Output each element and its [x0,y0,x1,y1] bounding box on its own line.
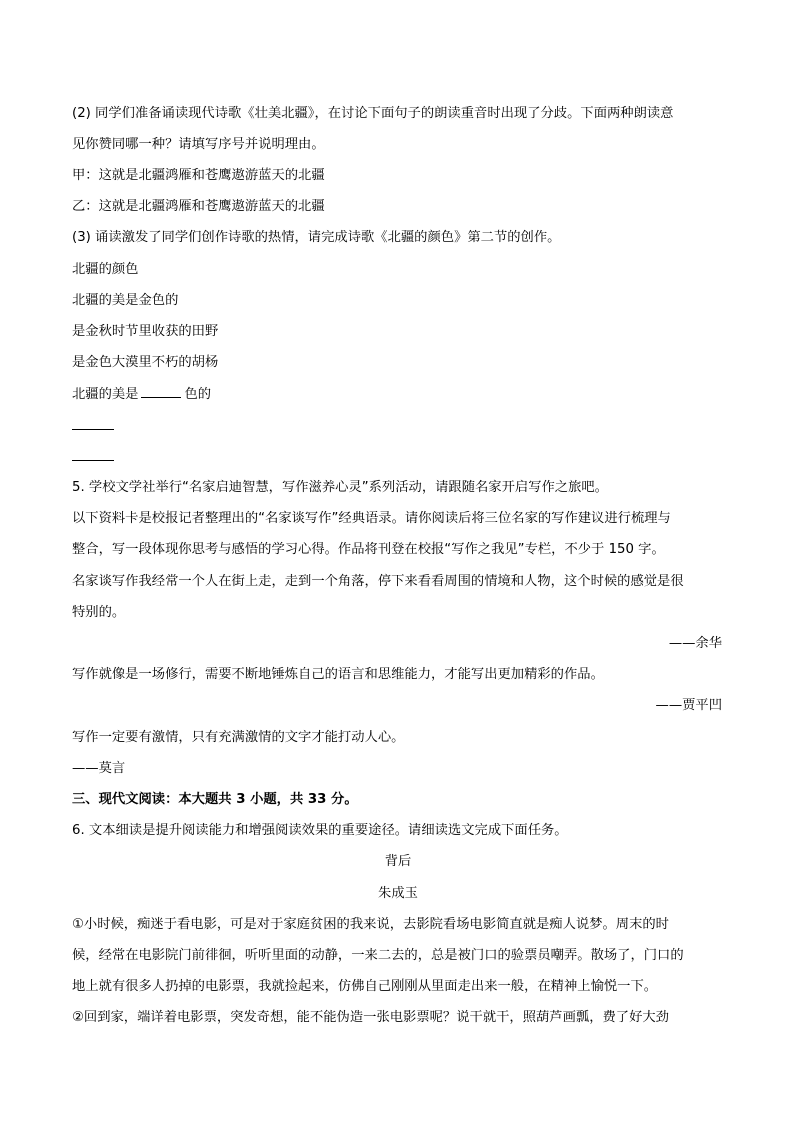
material-intro-line-1: 以下资料卡是校报记者整理出的“名家谈写作”经典语录。请你阅读后将三位名家的写作建议进行梳理与 [72,511,671,526]
article-author: 朱成玉 [378,886,418,901]
paragraph-1-line-3: 地上就有很多人扔掉的电影票，我就捡起来，仿佛自己刚刚从里面走出来一般，在精神上愉悦一下。 [72,979,658,994]
option-jia: 甲：这就是北疆鸿雁和苍鹰遨游蓝天的北疆 [72,168,325,183]
quote-moyan: 写作一定要有激情，只有充满激情的文字才能打动人心。 [72,730,405,745]
question-6-line: 6. 文本细读是提升阅读能力和增强阅读效果的重要途径。请细读选文完成下面任务。 [72,823,568,838]
paragraph-2-line-1: ②回到家，端详着电影票，突发奇想，能不能伪造一张电影票呢？说干就干，照葫芦画瓢，费了好大劲 [72,1010,669,1025]
fill-blank-line-2[interactable] [72,460,114,461]
poem-line-4 [72,385,724,404]
poem-line-3: 是金色大漠里不朽的胡杨 [72,355,219,370]
question-2-line-2: 见你赞同哪一种？请填写序号并说明理由。 [72,137,325,152]
question-5-line: 5. 学校文学社举行“名家启迪智慧，写作滋养心灵”系列活动，请跟随名家开启写作之旅吧。 [72,480,608,495]
question-2-line-1: (2) 同学们准备诵读现代诗歌《壮美北疆》，在讨论下面句子的朗读重音时出现了分歧。下面两种朗读意 [72,106,674,121]
quote-jiapingwa: 写作就像是一场修行，需要不断地锤炼自己的语言和思维能力，才能写出更加精彩的作品。 [72,667,604,682]
author-yuhua: ——余华 [668,636,722,651]
fill-blank-color[interactable] [141,385,181,398]
poem-title: 北疆的颜色 [72,262,139,277]
poem-line-4-start: 北疆的美是 [72,387,139,402]
quote-yuhua-line-1: 名家谈写作我经常一个人在街上走，走到一个角落，停下来看看周围的情境和人物，这个时候的感觉是很 [72,574,684,589]
quote-yuhua-line-2: 特别的。 [72,605,126,620]
fill-blank-line-1[interactable] [72,429,114,430]
section-heading-reading: 三、现代文阅读：本大题共 3 小题，共 33 分。 [72,792,358,807]
article-title: 背后 [384,854,412,869]
question-3-line: (3) 诵读激发了同学们创作诗歌的热情，请完成诗歌《北疆的颜色》第二节的创作。 [72,230,561,245]
paragraph-1-line-2: 候，经常在电影院门前徘徊，听听里面的动静，一来二去的，总是被门口的验票员嘲弄。散场了，门口的 [72,948,684,963]
poem-line-2: 是金秋时节里收获的田野 [72,324,219,339]
poem-line-4-end: 色的 [184,387,212,402]
author-jiapingwa: ——贾平凹 [655,698,722,713]
option-yi: 乙：这就是北疆鸿雁和苍鹰遨游蓝天的北疆 [72,199,325,214]
author-moyan: ——莫言 [72,761,126,776]
poem-line-1: 北疆的美是金色的 [72,293,179,308]
material-intro-line-2: 整合，写一段体现你思考与感悟的学习心得。作品将刊登在校报“写作之我见”专栏，不少于 150 字。 [72,542,665,557]
paragraph-1-line-1: ①小时候，痴迷于看电影，可是对于家庭贫困的我来说，去影院看场电影简直就是痴人说梦。周末的时 [72,917,669,932]
